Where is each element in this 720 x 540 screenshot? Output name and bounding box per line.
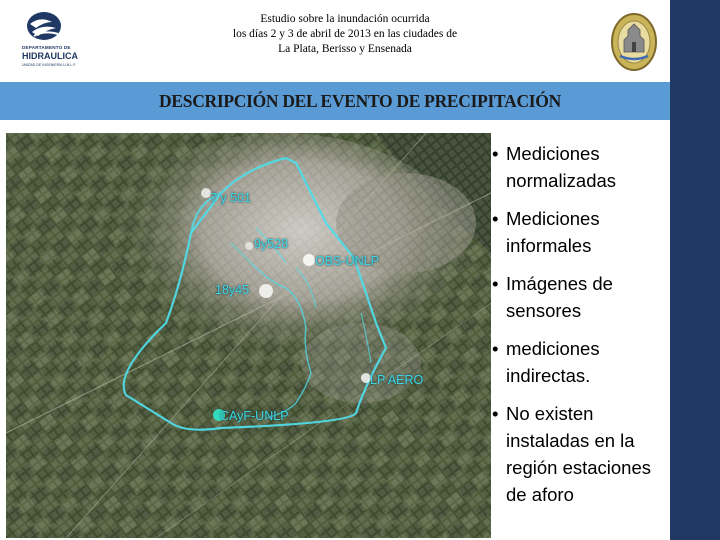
bullet-dot-icon: • <box>492 143 499 164</box>
bullet-text: Imágenes de sensores <box>506 273 613 321</box>
logo-sub-text: UNIDAD DE INGENIERÍA U.N.L.P. <box>22 63 77 67</box>
station-label-obs-unlp: OBS-UNLP <box>315 254 379 268</box>
logo-dept-text: DEPARTAMENTO DE <box>22 45 71 50</box>
bullet-text: Mediciones informales <box>506 208 600 256</box>
bullet-dot-icon: • <box>492 208 499 229</box>
study-title-line-3: La Plata, Berisso y Ensenada <box>278 43 412 55</box>
banner-title: DESCRIPCIÓN DEL EVENTO DE PRECIPITACIÓN <box>159 91 561 111</box>
bullet-item <box>492 335 672 389</box>
bullet-item <box>492 205 672 259</box>
station-label-18y45: 18y45 <box>215 283 250 297</box>
station-label-lp-aero: LP AERO <box>370 373 424 387</box>
study-title <box>190 12 500 57</box>
logo-name-text: HIDRAULICA <box>22 51 78 61</box>
bullet-text: mediciones indirectas. <box>506 338 600 386</box>
header <box>0 0 670 82</box>
seal-icon <box>610 12 658 72</box>
study-title-line-1: Estudio sobre la inundación ocurrida <box>260 13 430 25</box>
bullet-text: Mediciones normalizadas <box>506 143 617 191</box>
station-label-9y528: 9y528 <box>254 237 289 251</box>
station-label-cayf-unlp: CAyF-UNLP <box>220 409 289 423</box>
satellite-map <box>6 133 491 538</box>
study-title-line-2: los días 2 y 3 de abril de 2013 en las ciudades de <box>232 28 458 40</box>
bullet-item <box>492 270 672 324</box>
bullet-dot-icon: • <box>492 338 499 359</box>
bullet-item <box>492 140 672 194</box>
hydraulics-department-logo <box>22 10 82 66</box>
right-accent-bar <box>670 0 720 540</box>
bullet-dot-icon: • <box>492 273 499 294</box>
station-label-7-y-501: 7 y 501 <box>210 191 252 205</box>
department-logo-icon <box>22 10 82 46</box>
bullet-list <box>492 140 672 519</box>
title-banner <box>0 82 670 120</box>
bullet-item <box>492 400 672 508</box>
bullet-text: No existen instaladas en la región estaciones de aforo <box>506 403 652 505</box>
bullet-dot-icon: • <box>492 403 499 424</box>
